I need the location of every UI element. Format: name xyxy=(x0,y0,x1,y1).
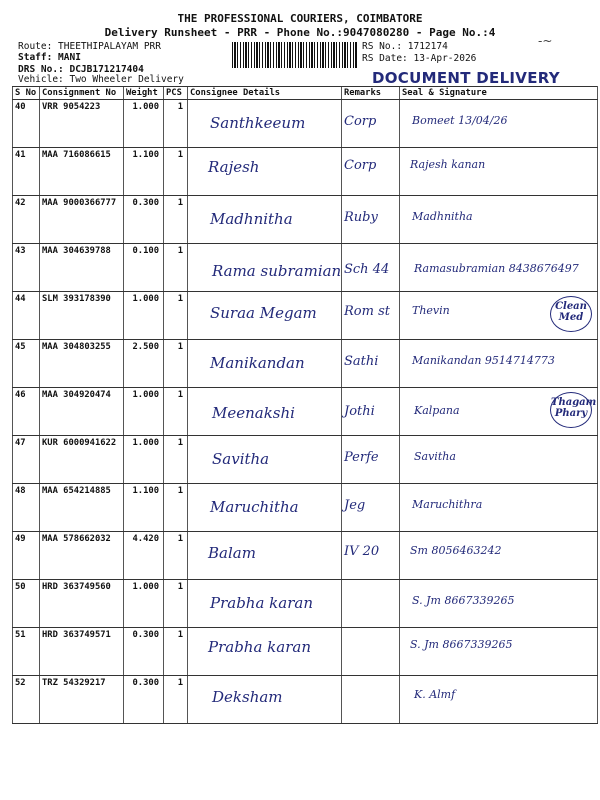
handwritten-signature: Rajesh kanan xyxy=(410,158,486,171)
cell-consignee xyxy=(188,148,342,196)
cell-sno: 42 xyxy=(13,196,40,244)
cell-sno: 46 xyxy=(13,388,40,436)
handwritten-signature: Savitha xyxy=(414,450,456,463)
cell-weight: 1.100 xyxy=(124,148,164,196)
handwritten-consignee: Rama subramian xyxy=(212,262,342,280)
handwritten-remark: Jothi xyxy=(344,404,375,419)
handwritten-signature: Kalpana xyxy=(414,404,460,417)
cell-remarks xyxy=(342,436,400,484)
rs-number: RS No.: 1712174 xyxy=(362,41,448,52)
table-row xyxy=(13,436,598,484)
handwritten-consignee: Manikandan xyxy=(210,354,305,372)
cell-signature xyxy=(400,244,598,292)
cell-consignment: SLM 393178390 xyxy=(40,292,124,340)
cell-signature xyxy=(400,628,598,676)
circled-note: Thagam Phary xyxy=(550,392,592,428)
cell-sno: 45 xyxy=(13,340,40,388)
handwritten-signature: Manikandan 9514714773 xyxy=(412,354,555,367)
cell-weight: 1.000 xyxy=(124,436,164,484)
handwritten-signature: Madhnitha xyxy=(412,210,473,223)
handwritten-consignee: Suraa Megam xyxy=(210,304,317,322)
cell-remarks xyxy=(342,676,400,724)
runsheet-subtitle: Delivery Runsheet - PRR - Phone No.:9047080280 - Page No.:4 xyxy=(104,26,496,39)
cell-weight: 0.300 xyxy=(124,676,164,724)
handwritten-remark: Corp xyxy=(344,158,377,173)
handwritten-remark: Corp xyxy=(344,114,377,129)
handwritten-remark: Jeg xyxy=(344,498,366,513)
cell-pcs: 1 xyxy=(164,580,188,628)
cell-consignment: MAA 716086615 xyxy=(40,148,124,196)
cell-pcs: 1 xyxy=(164,340,188,388)
cell-weight: 1.000 xyxy=(124,580,164,628)
cell-consignee xyxy=(188,196,342,244)
drs-label: DRS No.: DCJB171217404 xyxy=(18,64,144,75)
cell-remarks xyxy=(342,532,400,580)
cell-pcs: 1 xyxy=(164,436,188,484)
table-header-row xyxy=(13,87,598,100)
cell-weight: 0.300 xyxy=(124,196,164,244)
cell-consignment: MAA 578662032 xyxy=(40,532,124,580)
handwritten-remark: Ruby xyxy=(344,210,378,225)
cell-signature xyxy=(400,484,598,532)
cell-consignment: HRD 363749560 xyxy=(40,580,124,628)
cell-signature xyxy=(400,676,598,724)
cell-weight: 2.500 xyxy=(124,340,164,388)
cell-consignee xyxy=(188,484,342,532)
cell-consignee xyxy=(188,388,342,436)
cell-pcs: 1 xyxy=(164,628,188,676)
handwritten-signature: K. Almf xyxy=(414,688,456,701)
company-title: THE PROFESSIONAL COURIERS, COIMBATORE xyxy=(177,12,423,25)
cell-consignee xyxy=(188,292,342,340)
handwritten-signature: S. Jm 8667339265 xyxy=(412,594,515,607)
staff-label: Staff: MANI xyxy=(18,52,81,63)
handwritten-consignee: Prabha karan xyxy=(208,638,311,656)
barcode xyxy=(232,42,358,68)
cell-weight: 0.300 xyxy=(124,628,164,676)
cell-sno: 44 xyxy=(13,292,40,340)
col-sno: S No xyxy=(13,87,40,100)
cell-consignee xyxy=(188,532,342,580)
handwritten-remark: Sathi xyxy=(344,354,379,369)
cell-sno: 50 xyxy=(13,580,40,628)
cell-remarks xyxy=(342,580,400,628)
cell-sno: 52 xyxy=(13,676,40,724)
handwritten-signature: Bomeet 13/04/26 xyxy=(412,114,508,127)
handwritten-consignee: Madhnitha xyxy=(210,210,293,228)
cell-signature xyxy=(400,100,598,148)
cell-pcs: 1 xyxy=(164,100,188,148)
cell-consignment: MAA 304639788 xyxy=(40,244,124,292)
cell-consignee xyxy=(188,100,342,148)
table-row xyxy=(13,628,598,676)
cell-remarks xyxy=(342,196,400,244)
handwritten-remark: IV 20 xyxy=(344,544,380,559)
handwritten-consignee: Savitha xyxy=(212,450,270,468)
cell-consignment: KUR 6000941622 xyxy=(40,436,124,484)
table-row xyxy=(13,532,598,580)
handwritten-consignee: Rajesh xyxy=(208,158,260,176)
handwritten-consignee: Santhkeeum xyxy=(210,114,306,132)
table-row xyxy=(13,100,598,148)
cell-pcs: 1 xyxy=(164,148,188,196)
cell-consignment: HRD 363749571 xyxy=(40,628,124,676)
cell-remarks xyxy=(342,484,400,532)
vehicle-label: Vehicle: Two Wheeler Delivery xyxy=(18,74,184,85)
table-row xyxy=(13,340,598,388)
cell-signature xyxy=(400,196,598,244)
cell-weight: 1.000 xyxy=(124,100,164,148)
cell-pcs: 1 xyxy=(164,292,188,340)
cell-signature xyxy=(400,580,598,628)
table-row xyxy=(13,484,598,532)
rs-date: RS Date: 13-Apr-2026 xyxy=(362,53,477,64)
circled-note: Clean Med xyxy=(550,296,592,332)
handwritten-signature: Maruchithra xyxy=(412,498,483,511)
cell-pcs: 1 xyxy=(164,532,188,580)
table-row xyxy=(13,388,598,436)
handwritten-consignee: Prabha karan xyxy=(210,594,313,612)
cell-weight: 1.100 xyxy=(124,484,164,532)
handwritten-remark: Perfe xyxy=(344,450,379,465)
table-row xyxy=(13,292,598,340)
col-weight: Weight xyxy=(124,87,164,100)
handwritten-signature: Sm 8056463242 xyxy=(410,544,502,557)
cell-consignment: MAA 9000366777 xyxy=(40,196,124,244)
cell-sno: 48 xyxy=(13,484,40,532)
cell-consignee xyxy=(188,580,342,628)
cell-remarks xyxy=(342,244,400,292)
cell-pcs: 1 xyxy=(164,196,188,244)
cell-remarks xyxy=(342,292,400,340)
runsheet-table xyxy=(12,86,598,724)
cell-remarks xyxy=(342,628,400,676)
cell-weight: 1.000 xyxy=(124,388,164,436)
col-pcs: PCS xyxy=(164,87,188,100)
cell-pcs: 1 xyxy=(164,484,188,532)
cell-consignment: MAA 304803255 xyxy=(40,340,124,388)
cell-remarks xyxy=(342,388,400,436)
cell-consignee xyxy=(188,244,342,292)
cell-pcs: 1 xyxy=(164,244,188,292)
cell-signature xyxy=(400,340,598,388)
cell-weight: 4.420 xyxy=(124,532,164,580)
cell-pcs: 1 xyxy=(164,676,188,724)
handwritten-remark: Rom st xyxy=(344,304,390,319)
cell-consignee xyxy=(188,676,342,724)
cell-consignment: MAA 304920474 xyxy=(40,388,124,436)
handwritten-signature: S. Jm 8667339265 xyxy=(410,638,513,651)
table-row xyxy=(13,676,598,724)
cell-sno: 40 xyxy=(13,100,40,148)
handwritten-consignee: Balam xyxy=(208,544,256,562)
cell-sno: 49 xyxy=(13,532,40,580)
handwritten-consignee: Maruchitha xyxy=(210,498,299,516)
cell-weight: 1.000 xyxy=(124,292,164,340)
cell-consignee xyxy=(188,340,342,388)
document-delivery-stamp: DOCUMENT DELIVERY xyxy=(372,69,560,87)
cell-consignment: TRZ 54329217 xyxy=(40,676,124,724)
handwritten-signature: Thevin xyxy=(412,304,450,317)
cell-remarks xyxy=(342,148,400,196)
cell-remarks xyxy=(342,100,400,148)
col-consignment: Consignment No xyxy=(40,87,124,100)
table-row xyxy=(13,196,598,244)
cell-signature xyxy=(400,388,598,436)
cell-weight: 0.100 xyxy=(124,244,164,292)
col-remarks: Remarks xyxy=(342,87,400,100)
cell-signature xyxy=(400,436,598,484)
route-label: Route: THEETHIPALAYAM PRR xyxy=(18,41,161,52)
handwritten-consignee: Deksham xyxy=(212,688,283,706)
cell-sno: 47 xyxy=(13,436,40,484)
table-row xyxy=(13,580,598,628)
cell-remarks xyxy=(342,340,400,388)
corner-mark: -~ xyxy=(538,34,553,48)
table-row xyxy=(13,244,598,292)
handwritten-signature: Ramasubramian 8438676497 xyxy=(414,262,579,275)
cell-consignee xyxy=(188,436,342,484)
table-row xyxy=(13,148,598,196)
col-consignee: Consignee Details xyxy=(188,87,342,100)
cell-signature xyxy=(400,532,598,580)
handwritten-remark: Sch 44 xyxy=(344,262,390,277)
cell-sno: 51 xyxy=(13,628,40,676)
col-signature: Seal & Signature xyxy=(400,87,598,100)
cell-consignment: VRR 9054223 xyxy=(40,100,124,148)
cell-consignee xyxy=(188,628,342,676)
cell-signature xyxy=(400,292,598,340)
handwritten-consignee: Meenakshi xyxy=(212,404,295,422)
cell-sno: 41 xyxy=(13,148,40,196)
cell-signature xyxy=(400,148,598,196)
cell-sno: 43 xyxy=(13,244,40,292)
cell-pcs: 1 xyxy=(164,388,188,436)
cell-consignment: MAA 654214885 xyxy=(40,484,124,532)
